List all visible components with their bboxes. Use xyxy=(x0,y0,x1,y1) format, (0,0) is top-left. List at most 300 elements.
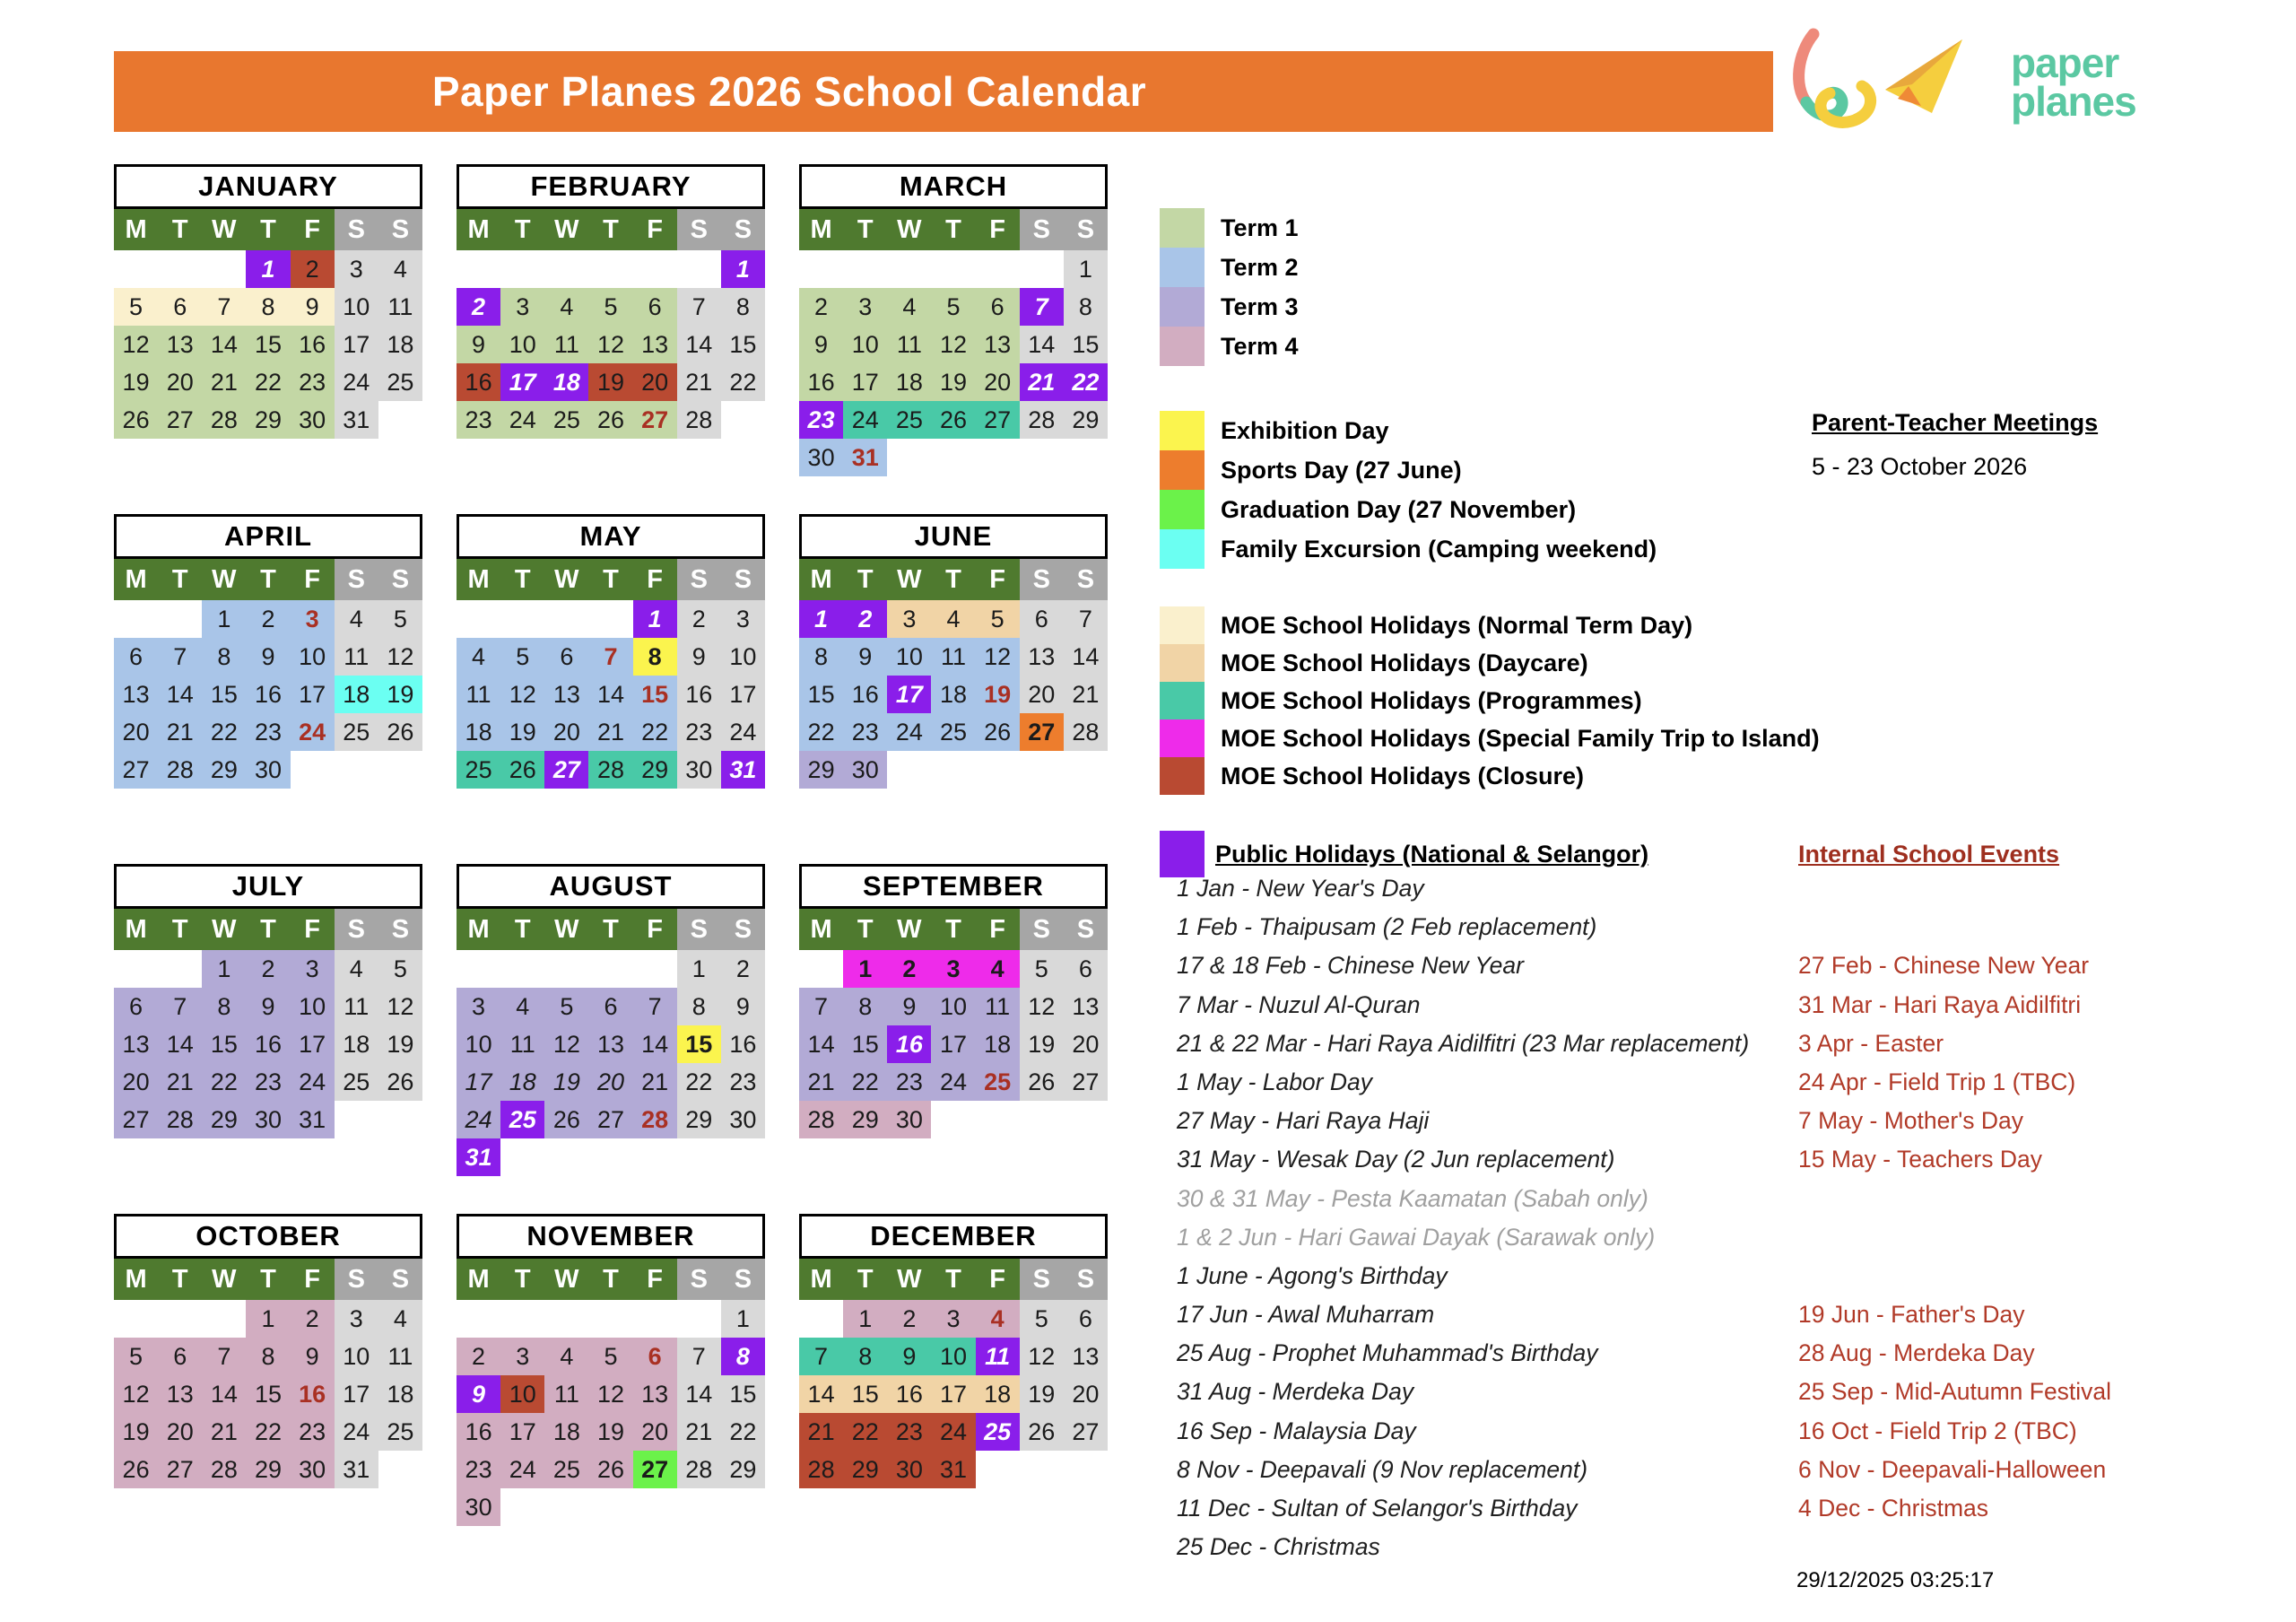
day-grid xyxy=(114,950,422,1138)
month-july xyxy=(114,864,422,1138)
day-cell: 19 xyxy=(500,713,544,751)
day-grid xyxy=(457,950,765,1176)
weekday-label: T xyxy=(246,1259,290,1300)
legend-color-chip xyxy=(1160,644,1205,682)
day-cell: 18 xyxy=(378,326,422,363)
day-cell: 16 xyxy=(457,1413,500,1451)
day-cell: 10 xyxy=(843,326,887,363)
day-cell: 15 xyxy=(1064,326,1108,363)
day-cell: 11 xyxy=(976,1338,1020,1375)
weekday-label: W xyxy=(202,909,246,950)
day-cell: 25 xyxy=(457,751,500,789)
day-cell: 16 xyxy=(721,1025,765,1063)
weekday-header xyxy=(114,1259,422,1300)
weekday-header xyxy=(114,209,422,250)
day-cell: 30 xyxy=(843,751,887,789)
day-cell: 27 xyxy=(976,401,1020,439)
day-cell: 27 xyxy=(1020,713,1064,751)
day-cell: 12 xyxy=(378,988,422,1025)
day-cell: 10 xyxy=(500,326,544,363)
day-cell: 9 xyxy=(677,638,721,676)
weekday-label: S xyxy=(335,209,378,250)
day-cell: 20 xyxy=(1064,1375,1108,1413)
day-cell: 17 xyxy=(931,1025,975,1063)
day-cell: 13 xyxy=(158,1375,202,1413)
day-cell: 10 xyxy=(721,638,765,676)
events-legend xyxy=(1160,411,1657,569)
day-cell: 29 xyxy=(202,1101,246,1138)
day-cell: 26 xyxy=(588,1451,632,1488)
day-grid xyxy=(457,1300,765,1526)
day-cell: 25 xyxy=(544,1451,588,1488)
month-october xyxy=(114,1214,422,1488)
month-title: MARCH xyxy=(799,164,1108,209)
legend-row-ex xyxy=(1160,411,1657,450)
day-cell: 28 xyxy=(202,401,246,439)
day-cell: 17 xyxy=(291,1025,335,1063)
weekday-header xyxy=(114,559,422,600)
paper-plane-logo-icon xyxy=(1787,20,2002,145)
weekday-label: T xyxy=(843,559,887,600)
day-cell: 4 xyxy=(500,988,544,1025)
day-cell: 12 xyxy=(378,638,422,676)
day-cell: 19 xyxy=(931,363,975,401)
day-cell: 26 xyxy=(1020,1413,1064,1451)
day-cell: 26 xyxy=(544,1101,588,1138)
day-cell: 13 xyxy=(1064,1338,1108,1375)
month-title: JULY xyxy=(114,864,422,909)
day-cell: 13 xyxy=(1064,988,1108,1025)
day-cell: 23 xyxy=(291,1413,335,1451)
day-cell: 29 xyxy=(1064,401,1108,439)
day-cell: 26 xyxy=(931,401,975,439)
day-cell: 3 xyxy=(931,950,975,988)
weekday-label: T xyxy=(843,1259,887,1300)
day-cell: 30 xyxy=(246,751,290,789)
weekday-label: S xyxy=(721,209,765,250)
month-april xyxy=(114,514,422,789)
day-cell: 22 xyxy=(843,1413,887,1451)
public-holiday-item: 31 Aug - Merdeka Day xyxy=(1177,1378,1414,1406)
day-cell: 12 xyxy=(544,1025,588,1063)
day-cell: 4 xyxy=(544,288,588,326)
day-cell: 22 xyxy=(843,1063,887,1101)
day-cell: 9 xyxy=(457,1375,500,1413)
weekday-label: W xyxy=(887,1259,931,1300)
weekday-label: T xyxy=(158,559,202,600)
weekday-header xyxy=(799,209,1108,250)
day-cell: 22 xyxy=(202,1063,246,1101)
weekday-label: W xyxy=(202,559,246,600)
day-cell: 6 xyxy=(158,1338,202,1375)
day-cell: 15 xyxy=(633,676,677,713)
day-cell: 7 xyxy=(799,1338,843,1375)
month-january xyxy=(114,164,422,439)
day-cell: 24 xyxy=(931,1413,975,1451)
day-cell: 26 xyxy=(114,401,158,439)
public-holiday-item: 17 Jun - Awal Muharram xyxy=(1177,1301,1435,1329)
day-cell: 28 xyxy=(677,401,721,439)
day-cell: 18 xyxy=(335,1025,378,1063)
day-cell: 3 xyxy=(500,288,544,326)
day-cell: 1 xyxy=(202,950,246,988)
day-cell: 6 xyxy=(633,1338,677,1375)
day-cell: 13 xyxy=(633,326,677,363)
legend-row-fe xyxy=(1160,529,1657,569)
weekday-label: S xyxy=(335,1259,378,1300)
holiday-row xyxy=(1177,1301,2289,1339)
day-cell: 7 xyxy=(799,988,843,1025)
day-cell: 2 xyxy=(887,950,931,988)
internal-event-item: 27 Feb - Chinese New Year xyxy=(1798,952,2090,980)
month-title: NOVEMBER xyxy=(457,1214,765,1259)
weekday-label: T xyxy=(931,559,975,600)
day-cell: 9 xyxy=(721,988,765,1025)
day-cell: 5 xyxy=(588,288,632,326)
day-cell: 23 xyxy=(246,713,290,751)
day-cell: 9 xyxy=(843,638,887,676)
day-cell: 28 xyxy=(158,751,202,789)
day-cell: 18 xyxy=(544,1413,588,1451)
internal-event-item: 16 Oct - Field Trip 2 (TBC) xyxy=(1798,1417,2077,1444)
day-cell: 5 xyxy=(114,288,158,326)
day-cell: 3 xyxy=(457,988,500,1025)
day-cell: 30 xyxy=(887,1101,931,1138)
day-cell: 20 xyxy=(633,1413,677,1451)
weekday-header xyxy=(799,559,1108,600)
day-cell: 12 xyxy=(1020,1338,1064,1375)
day-cell: 13 xyxy=(633,1375,677,1413)
day-cell: 13 xyxy=(114,676,158,713)
day-cell: 31 xyxy=(931,1451,975,1488)
day-cell: 16 xyxy=(799,363,843,401)
day-cell: 21 xyxy=(677,1413,721,1451)
public-holiday-color-chip xyxy=(1160,831,1205,877)
legend-color-chip xyxy=(1160,208,1205,248)
day-grid xyxy=(114,600,422,789)
day-cell: 8 xyxy=(721,1338,765,1375)
weekday-label: S xyxy=(1064,209,1108,250)
day-cell: 15 xyxy=(799,676,843,713)
day-cell: 13 xyxy=(1020,638,1064,676)
day-cell: 16 xyxy=(843,676,887,713)
day-cell: 3 xyxy=(335,250,378,288)
day-cell: 8 xyxy=(246,288,290,326)
day-cell: 29 xyxy=(246,401,290,439)
day-cell: 23 xyxy=(677,713,721,751)
day-cell: 18 xyxy=(335,676,378,713)
day-cell: 28 xyxy=(1064,713,1108,751)
day-cell: 18 xyxy=(976,1375,1020,1413)
day-cell: 1 xyxy=(843,1300,887,1338)
weekday-label: S xyxy=(721,1259,765,1300)
day-cell: 19 xyxy=(378,676,422,713)
day-cell: 14 xyxy=(158,1025,202,1063)
weekday-label: T xyxy=(500,209,544,250)
legend-label: Exhibition Day xyxy=(1221,416,1389,444)
weekday-label: S xyxy=(677,909,721,950)
day-cell: 24 xyxy=(335,363,378,401)
day-cell: 16 xyxy=(457,363,500,401)
day-cell: 11 xyxy=(378,288,422,326)
day-cell: 7 xyxy=(677,1338,721,1375)
day-cell: 9 xyxy=(887,988,931,1025)
day-cell: 24 xyxy=(291,713,335,751)
day-cell: 26 xyxy=(588,401,632,439)
day-cell: 19 xyxy=(976,676,1020,713)
day-cell: 9 xyxy=(457,326,500,363)
legend-row-sd xyxy=(1160,450,1657,490)
legend-row-nt xyxy=(1160,606,1820,644)
holiday-row xyxy=(1177,1224,2289,1262)
weekday-label: M xyxy=(457,909,500,950)
public-holidays-heading xyxy=(1160,831,1648,877)
day-cell: 4 xyxy=(544,1338,588,1375)
day-cell: 1 xyxy=(1064,250,1108,288)
weekday-label: T xyxy=(158,909,202,950)
day-cell: 7 xyxy=(588,638,632,676)
weekday-label: T xyxy=(500,909,544,950)
weekday-label: S xyxy=(677,209,721,250)
day-cell: 18 xyxy=(976,1025,1020,1063)
internal-event-item: 19 Jun - Father's Day xyxy=(1798,1301,2025,1329)
day-cell: 8 xyxy=(677,988,721,1025)
day-cell: 24 xyxy=(335,1413,378,1451)
day-cell: 21 xyxy=(633,1063,677,1101)
day-cell: 14 xyxy=(677,1375,721,1413)
day-cell: 26 xyxy=(114,1451,158,1488)
day-cell: 5 xyxy=(114,1338,158,1375)
day-cell: 18 xyxy=(500,1063,544,1101)
day-cell: 20 xyxy=(114,1063,158,1101)
day-cell: 13 xyxy=(114,1025,158,1063)
day-cell: 2 xyxy=(246,600,290,638)
weekday-label: T xyxy=(246,909,290,950)
day-cell: 11 xyxy=(976,988,1020,1025)
day-cell: 6 xyxy=(1064,950,1108,988)
legend-color-chip xyxy=(1160,287,1205,327)
day-cell: 18 xyxy=(457,713,500,751)
day-cell: 30 xyxy=(721,1101,765,1138)
day-cell: 21 xyxy=(677,363,721,401)
weekday-label: M xyxy=(114,1259,158,1300)
day-cell: 1 xyxy=(721,250,765,288)
day-grid xyxy=(114,250,422,439)
weekday-label: F xyxy=(633,209,677,250)
weekday-header xyxy=(457,559,765,600)
legend-row-ft xyxy=(1160,719,1820,757)
day-cell: 3 xyxy=(291,950,335,988)
logo-word-1: paper xyxy=(2011,39,2119,86)
day-cell: 22 xyxy=(246,1413,290,1451)
day-cell: 3 xyxy=(931,1300,975,1338)
day-cell: 22 xyxy=(246,363,290,401)
legend-color-chip xyxy=(1160,757,1205,795)
day-cell: 4 xyxy=(457,638,500,676)
day-cell: 28 xyxy=(202,1451,246,1488)
day-cell: 26 xyxy=(378,1063,422,1101)
day-cell: 4 xyxy=(931,600,975,638)
day-cell: 20 xyxy=(588,1063,632,1101)
holiday-row xyxy=(1177,1030,2289,1068)
day-cell: 14 xyxy=(1020,326,1064,363)
day-cell: 15 xyxy=(202,1025,246,1063)
day-cell: 11 xyxy=(544,326,588,363)
day-cell: 20 xyxy=(1020,676,1064,713)
holiday-row xyxy=(1177,952,2289,990)
legend-row-cl xyxy=(1160,757,1820,795)
day-cell: 31 xyxy=(335,1451,378,1488)
legend-color-chip xyxy=(1160,248,1205,287)
weekday-label: T xyxy=(246,559,290,600)
day-cell: 30 xyxy=(246,1101,290,1138)
day-cell: 30 xyxy=(677,751,721,789)
internal-event-item: 4 Dec - Christmas xyxy=(1798,1495,1989,1522)
public-holiday-item: 16 Sep - Malaysia Day xyxy=(1177,1417,1416,1444)
weekday-label: W xyxy=(202,1259,246,1300)
day-cell: 15 xyxy=(202,676,246,713)
public-holiday-item: 25 Aug - Prophet Muhammad's Birthday xyxy=(1177,1339,1598,1367)
weekday-label: T xyxy=(158,209,202,250)
legend-row-dc xyxy=(1160,644,1820,682)
month-title: AUGUST xyxy=(457,864,765,909)
day-cell: 17 xyxy=(721,676,765,713)
day-cell: 8 xyxy=(799,638,843,676)
day-cell: 28 xyxy=(1020,401,1064,439)
weekday-label: T xyxy=(500,1259,544,1300)
legend-row-pr xyxy=(1160,682,1820,719)
weekday-label: W xyxy=(544,1259,588,1300)
month-title: SEPTEMBER xyxy=(799,864,1108,909)
public-holiday-item: 17 & 18 Feb - Chinese New Year xyxy=(1177,952,1524,980)
weekday-label: S xyxy=(1020,559,1064,600)
day-cell: 7 xyxy=(677,288,721,326)
day-cell: 23 xyxy=(457,401,500,439)
day-cell: 10 xyxy=(500,1375,544,1413)
day-cell: 12 xyxy=(588,1375,632,1413)
day-cell: 5 xyxy=(1020,1300,1064,1338)
day-cell: 27 xyxy=(114,1101,158,1138)
day-cell: 30 xyxy=(887,1451,931,1488)
day-cell: 6 xyxy=(158,288,202,326)
day-cell: 14 xyxy=(1064,638,1108,676)
day-cell: 5 xyxy=(588,1338,632,1375)
day-cell: 21 xyxy=(799,1413,843,1451)
day-cell: 13 xyxy=(544,676,588,713)
holiday-row xyxy=(1177,1185,2289,1224)
day-cell: 10 xyxy=(887,638,931,676)
holiday-row xyxy=(1177,1068,2289,1107)
internal-event-item: 25 Sep - Mid-Autumn Festival xyxy=(1798,1378,2112,1406)
day-cell: 16 xyxy=(246,676,290,713)
day-cell: 24 xyxy=(721,713,765,751)
day-cell: 15 xyxy=(246,326,290,363)
day-cell: 7 xyxy=(633,988,677,1025)
day-cell: 22 xyxy=(799,713,843,751)
day-cell: 15 xyxy=(721,326,765,363)
day-cell: 14 xyxy=(158,676,202,713)
day-cell: 10 xyxy=(931,988,975,1025)
day-cell: 3 xyxy=(843,288,887,326)
weekday-header xyxy=(114,909,422,950)
weekday-label: S xyxy=(378,909,422,950)
holiday-list xyxy=(1177,875,2289,1572)
day-cell: 19 xyxy=(1020,1375,1064,1413)
day-cell: 12 xyxy=(500,676,544,713)
day-cell: 10 xyxy=(335,288,378,326)
day-cell: 10 xyxy=(291,988,335,1025)
weekday-label: W xyxy=(544,209,588,250)
weekday-label: S xyxy=(335,909,378,950)
day-cell: 27 xyxy=(1064,1063,1108,1101)
day-cell: 14 xyxy=(588,676,632,713)
public-holiday-item: 7 Mar - Nuzul Al-Quran xyxy=(1177,990,1421,1018)
day-cell: 5 xyxy=(378,600,422,638)
day-cell: 26 xyxy=(378,713,422,751)
month-title: JUNE xyxy=(799,514,1108,559)
day-cell: 27 xyxy=(544,751,588,789)
day-cell: 14 xyxy=(202,326,246,363)
day-cell: 1 xyxy=(202,600,246,638)
day-cell: 10 xyxy=(457,1025,500,1063)
weekday-label: S xyxy=(1020,909,1064,950)
day-cell: 4 xyxy=(378,250,422,288)
day-cell: 6 xyxy=(544,638,588,676)
logo-wordmark xyxy=(2011,39,2136,125)
weekday-header xyxy=(457,209,765,250)
weekday-label: T xyxy=(246,209,290,250)
day-cell: 28 xyxy=(633,1101,677,1138)
terms-legend xyxy=(1160,208,1299,366)
day-cell: 27 xyxy=(1064,1413,1108,1451)
weekday-label: M xyxy=(457,209,500,250)
month-august xyxy=(457,864,765,1176)
day-cell: 22 xyxy=(1064,363,1108,401)
day-cell: 7 xyxy=(158,638,202,676)
day-cell: 2 xyxy=(246,950,290,988)
day-cell: 29 xyxy=(799,751,843,789)
weekday-label: S xyxy=(1020,209,1064,250)
day-cell: 31 xyxy=(457,1138,500,1176)
day-cell: 23 xyxy=(799,401,843,439)
day-cell: 24 xyxy=(931,1063,975,1101)
day-cell: 10 xyxy=(291,638,335,676)
weekday-label: F xyxy=(291,209,335,250)
day-cell: 8 xyxy=(246,1338,290,1375)
weekday-label: T xyxy=(588,559,632,600)
legend-label: Sports Day (27 June) xyxy=(1221,456,1462,484)
holiday-row xyxy=(1177,1262,2289,1301)
weekday-label: F xyxy=(291,909,335,950)
day-cell: 4 xyxy=(335,950,378,988)
day-cell: 23 xyxy=(291,363,335,401)
weekday-label: M xyxy=(457,559,500,600)
day-cell: 27 xyxy=(633,1451,677,1488)
internal-event-item: 28 Aug - Merdeka Day xyxy=(1798,1339,2035,1367)
public-holiday-item: 1 June - Agong's Birthday xyxy=(1177,1261,1448,1289)
day-cell: 16 xyxy=(887,1025,931,1063)
public-holiday-item: 21 & 22 Mar - Hari Raya Aidilfitri (23 Mar replacement) xyxy=(1177,1029,1750,1057)
day-cell: 12 xyxy=(931,326,975,363)
day-cell: 13 xyxy=(158,326,202,363)
day-cell: 19 xyxy=(588,363,632,401)
day-cell: 5 xyxy=(931,288,975,326)
legend-label: Term 4 xyxy=(1221,332,1299,360)
weekday-label: S xyxy=(1064,1259,1108,1300)
day-cell: 18 xyxy=(887,363,931,401)
weekday-label: S xyxy=(378,1259,422,1300)
public-holiday-item: 25 Dec - Christmas xyxy=(1177,1533,1380,1561)
